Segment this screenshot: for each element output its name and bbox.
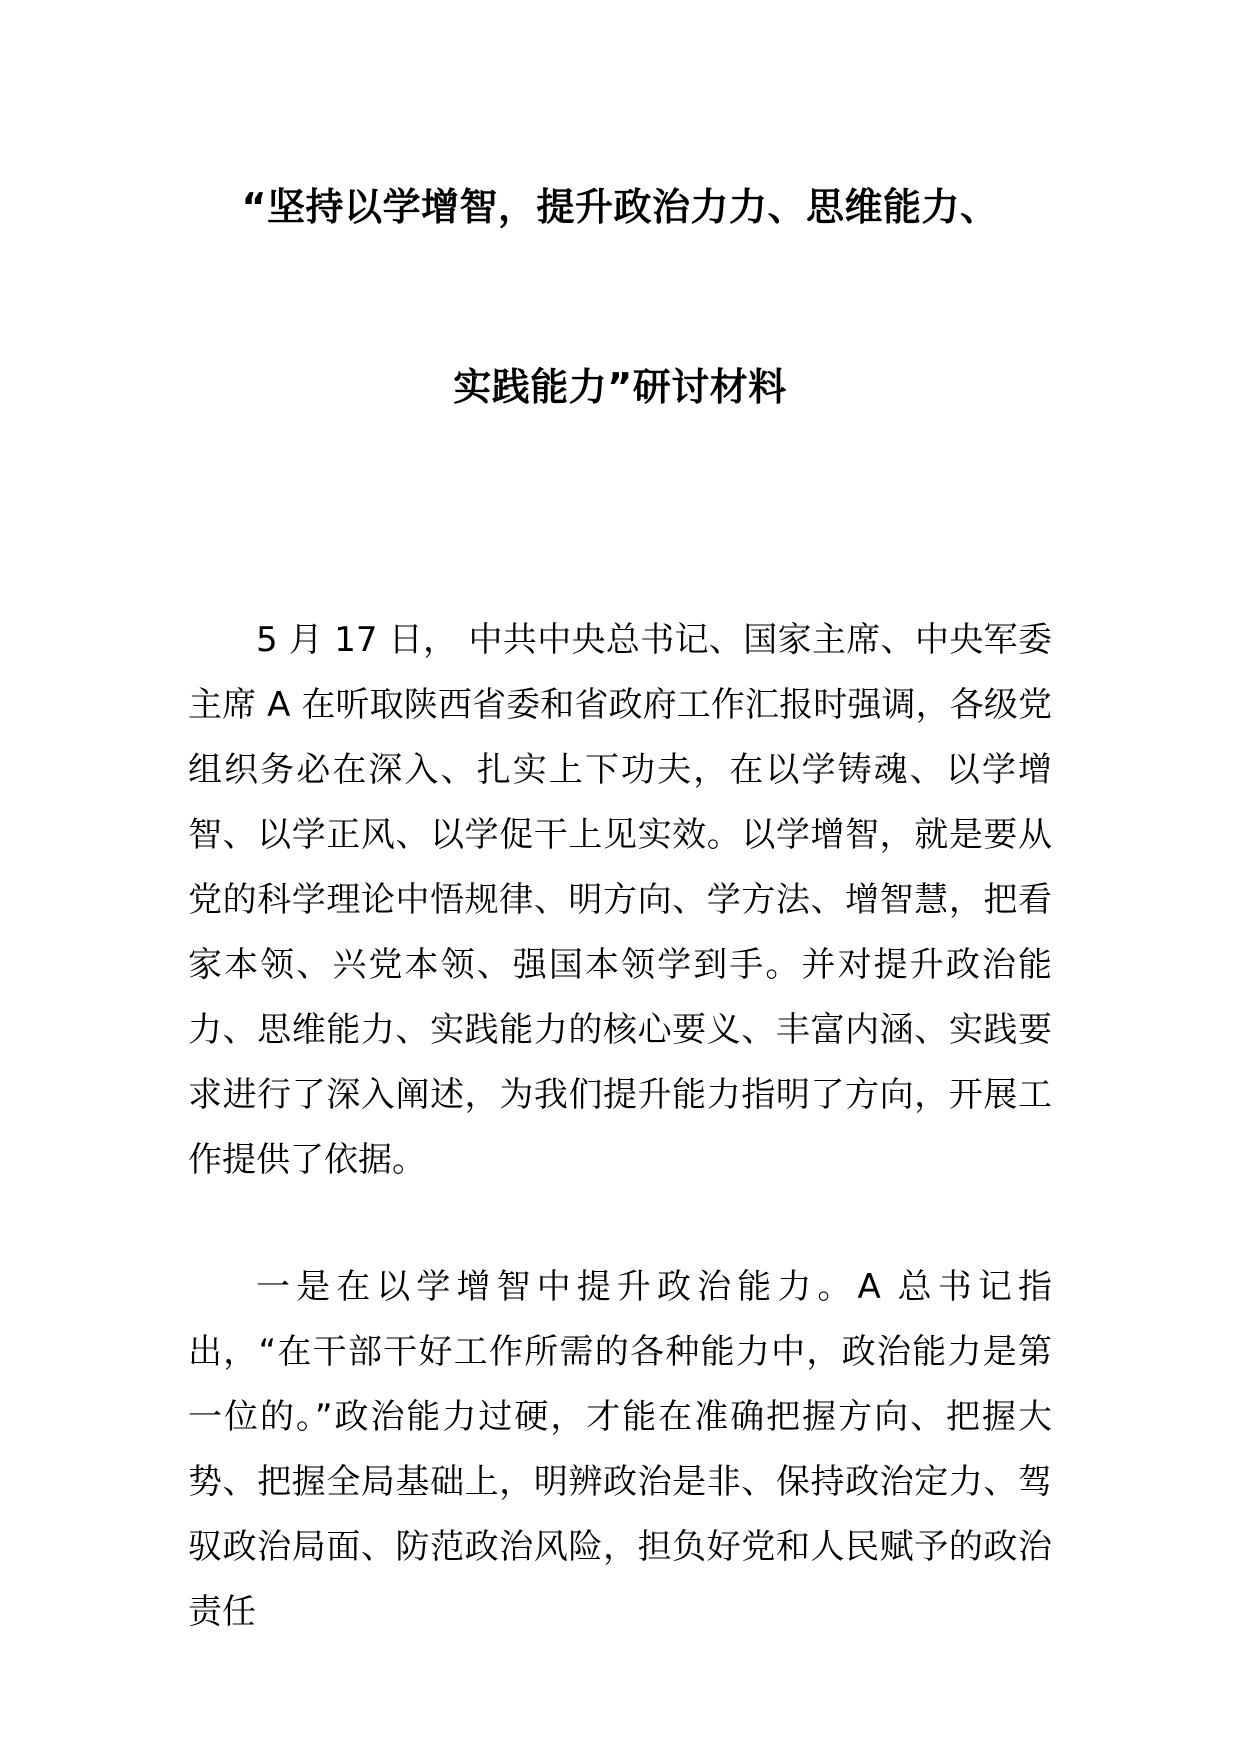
document-title-line-2: 实践能力”研讨材料 bbox=[453, 365, 787, 409]
paragraph-political-ability: 一是在以学增智中提升政治能力。A 总书记指出，“在干部干好工作所需的各种能力中，政治能力是第一位的。”政治能力过硬，才能在准确把握方向、把握大势、把握全局基础上，明辨政治是非、保持政治定力、驾驭政治局面、防范政治风险，担负好党和人民赋予的政治责任 bbox=[188, 1267, 1052, 1632]
paragraph-intro: 5 月 17 日， 中共中央总书记、国家主席、中央军委主席 A 在听取陕西省委和省政府工作汇报时强调，各级党组织务必在深入、扎实上下功夫，在以学铸魂、以学增智、以学正风、以学促干上见实效。以学增智，就是要从党的科学理论中悟规律、明方向、学方法、增智慧，把看家本领、兴党本领、强国本领学到手。并对提升政治能力、思维能力、实践能力的核心要义、丰富内涵、实践要求进行了深入阐述，为我们提升能力指明了方向，开展工作提供了依据。 bbox=[188, 620, 1052, 1180]
document-title-line-1: “坚持以学增智，提升政治力力、思维能力、 bbox=[241, 185, 999, 229]
